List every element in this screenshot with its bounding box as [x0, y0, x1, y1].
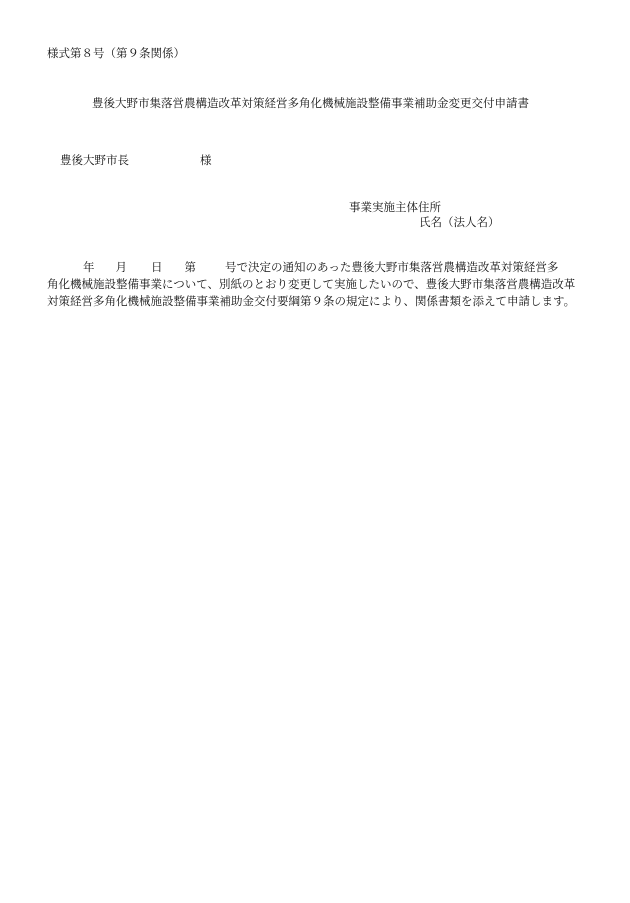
form-number: 様式第８号（第９条関係） — [47, 46, 185, 60]
applicant-name-label: 氏名（法人名） — [419, 215, 500, 229]
body-line-1-text: 号で決定の通知のあった豊後大野市集落営農構造改革対策経営多 — [225, 260, 559, 274]
day-label: 日 — [151, 260, 163, 274]
month-label: 月 — [115, 260, 127, 274]
body-line-3: 対策経営多角化機械施設整備事業補助金交付要綱第９条の規定により、関係書類を添えて申請します。 — [47, 294, 576, 308]
document-title: 豊後大野市集落営農構造改革対策経営多角化機械施設整備事業補助金変更交付申請書 — [92, 96, 529, 110]
number-prefix-label: 第 — [184, 260, 196, 274]
body-line-1 — [47, 259, 592, 276]
year-label: 年 — [83, 260, 95, 274]
addressee-honorific: 様 — [200, 153, 212, 167]
application-body-text — [47, 259, 592, 310]
addressee — [60, 152, 212, 168]
addressee-name: 豊後大野市長 — [60, 153, 129, 167]
body-line-2: 角化機械施設整備事業について、別紙のとおり変更して実施したいので、豊後大野市集落営農構造改革 — [47, 277, 576, 291]
applicant-address-label: 事業実施主体住所 — [349, 200, 441, 214]
